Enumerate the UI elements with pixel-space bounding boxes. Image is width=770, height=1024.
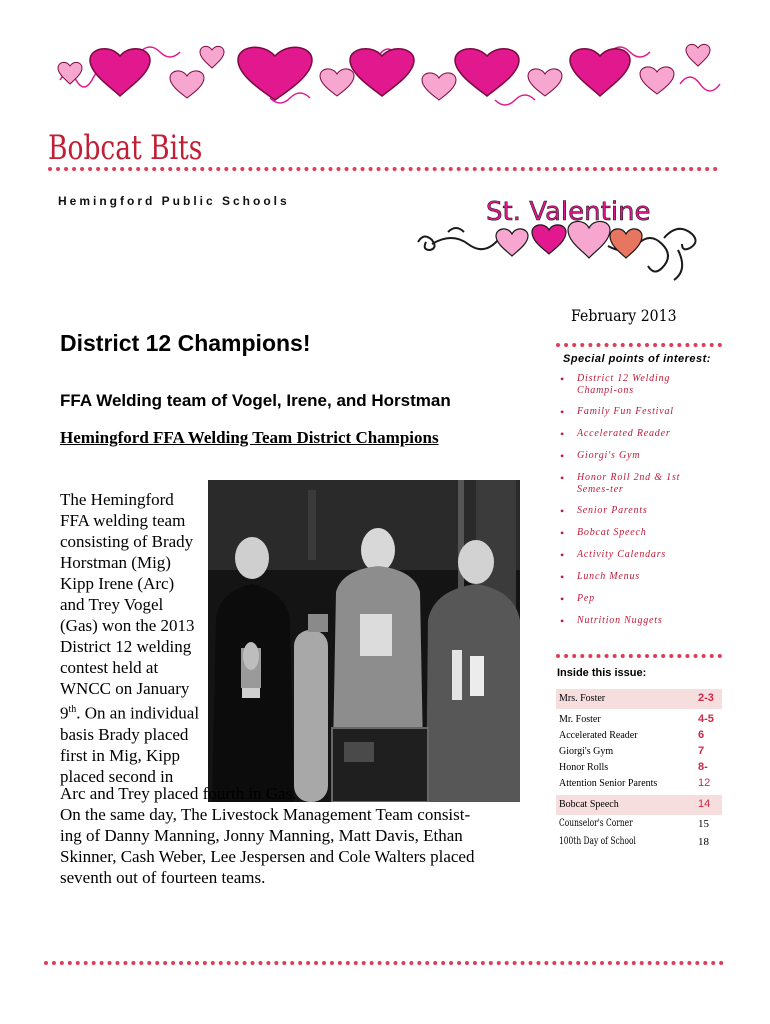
toc-row[interactable] <box>556 729 722 745</box>
toc-row[interactable] <box>556 835 722 851</box>
point-text: District 12 Welding Champi-ons <box>577 373 671 396</box>
toc-row[interactable] <box>556 745 722 761</box>
body-line-date <box>60 699 210 724</box>
toc-title: Giorgi's Gym <box>559 746 614 757</box>
hearts-banner-image <box>50 40 730 110</box>
points-list <box>556 373 706 627</box>
body-line: contest held at <box>60 658 159 677</box>
body-line: basis Brady placed <box>60 724 189 744</box>
body-line: first in Mig, Kipp <box>60 745 180 765</box>
toc-row[interactable] <box>556 713 722 729</box>
footer-divider <box>44 961 724 965</box>
subheadline: FFA Welding team of Vogel, Irene, and Horstman <box>60 391 451 410</box>
point-item[interactable] <box>556 505 706 517</box>
point-item[interactable] <box>556 571 706 583</box>
body-line: WNCC on January <box>60 679 190 698</box>
headline: District 12 Champions! <box>60 330 311 356</box>
body-line: District 12 welding <box>60 637 192 656</box>
toc-page: 8- <box>698 761 708 773</box>
point-item[interactable] <box>556 615 706 627</box>
point-item[interactable] <box>556 527 706 539</box>
date-day: 9 <box>60 703 69 723</box>
point-text: Nutrition Nuggets <box>577 615 663 626</box>
toc-title: Accelerated Reader <box>559 730 638 741</box>
point-text: Giorgi's Gym <box>577 450 641 461</box>
article-body-full <box>60 783 500 888</box>
issue-date: February 2013 <box>571 306 677 325</box>
body-line: (Gas) won the 2013 <box>60 616 195 635</box>
point-text: Accelerated Reader <box>577 428 671 439</box>
masthead-divider <box>48 167 718 171</box>
body-line: The Hemingford <box>60 490 174 509</box>
point-item[interactable] <box>556 428 706 440</box>
body-line: Horstman (Mig) <box>60 553 171 572</box>
point-text: Pep <box>577 593 595 604</box>
point-item[interactable] <box>556 406 706 418</box>
valentine-text: St. Valentine <box>486 197 651 227</box>
point-item[interactable] <box>556 549 706 561</box>
body-line: consisting of Brady <box>60 532 194 551</box>
toc-page: 15 <box>698 818 709 830</box>
toc-title: 100th Day of School <box>559 836 636 847</box>
points-label: Special points of interest: <box>563 353 711 365</box>
point-text: Senior Parents <box>577 505 648 516</box>
article-title: Hemingford FFA Welding Team District Champions <box>60 428 439 447</box>
masthead-title: Bobcat Bits <box>48 128 203 168</box>
body-line: Skinner, Cash Weber, Lee Jespersen and Cole Walters placed <box>60 847 475 866</box>
point-item[interactable] <box>556 472 706 496</box>
sidebar-top-divider <box>556 343 722 347</box>
point-text: Honor Roll 2nd & 1st Semes-ter <box>577 472 681 495</box>
point-text: Activity Calendars <box>577 549 667 560</box>
inside-issue-label: Inside this issue: <box>557 667 647 679</box>
toc-page: 2-3 <box>698 692 714 704</box>
date-suffix: th <box>68 704 77 715</box>
point-item[interactable] <box>556 373 706 397</box>
toc-page: 7 <box>698 745 705 757</box>
welding-team-photo <box>208 480 520 802</box>
toc-row[interactable] <box>556 761 722 777</box>
body-line: Arc and Trey placed fourth in Gas. <box>60 784 297 803</box>
toc-page: 18 <box>698 836 709 848</box>
point-text: Lunch Menus <box>577 571 640 582</box>
sidebar-mid-divider <box>556 654 722 658</box>
body-line: FFA welding team <box>60 511 186 530</box>
toc-row[interactable] <box>556 689 722 709</box>
point-text: Bobcat Speech <box>577 527 647 538</box>
toc-title: Counselor's Corner <box>559 818 633 829</box>
toc-page: 14 <box>698 798 711 810</box>
point-text: Family Fun Festival <box>577 406 674 417</box>
toc-title: Bobcat Speech <box>559 799 619 810</box>
body-line: placed second in <box>60 766 174 786</box>
toc-page: 4-5 <box>698 713 714 725</box>
point-item[interactable] <box>556 593 706 605</box>
toc-row[interactable] <box>556 817 722 833</box>
body-line: seventh out of fourteen teams. <box>60 868 266 887</box>
body-line: Kipp Irene (Arc) <box>60 574 175 593</box>
toc-page: 6 <box>698 729 705 741</box>
toc-row[interactable] <box>556 777 722 793</box>
toc-title: Mr. Foster <box>559 714 601 725</box>
body-line: On the same day, The Livestock Management Team consist- <box>60 805 471 824</box>
toc-title: Attention Senior Parents <box>559 778 658 789</box>
toc-page: 12 <box>698 777 711 789</box>
body-line: and Trey Vogel <box>60 595 164 614</box>
toc-title: Honor Rolls <box>559 762 609 773</box>
point-item[interactable] <box>556 450 706 462</box>
toc-row[interactable] <box>556 795 722 815</box>
article-body-left <box>60 489 210 787</box>
st-valentine-graphic <box>408 186 708 286</box>
body-line: ing of Danny Manning, Jonny Manning, Matt Davis, Ethan <box>60 826 463 845</box>
toc-title: Mrs. Foster <box>559 693 606 704</box>
masthead-subtitle: Hemingford Public Schools <box>58 194 290 208</box>
date-rest: . On an individual <box>76 703 200 723</box>
